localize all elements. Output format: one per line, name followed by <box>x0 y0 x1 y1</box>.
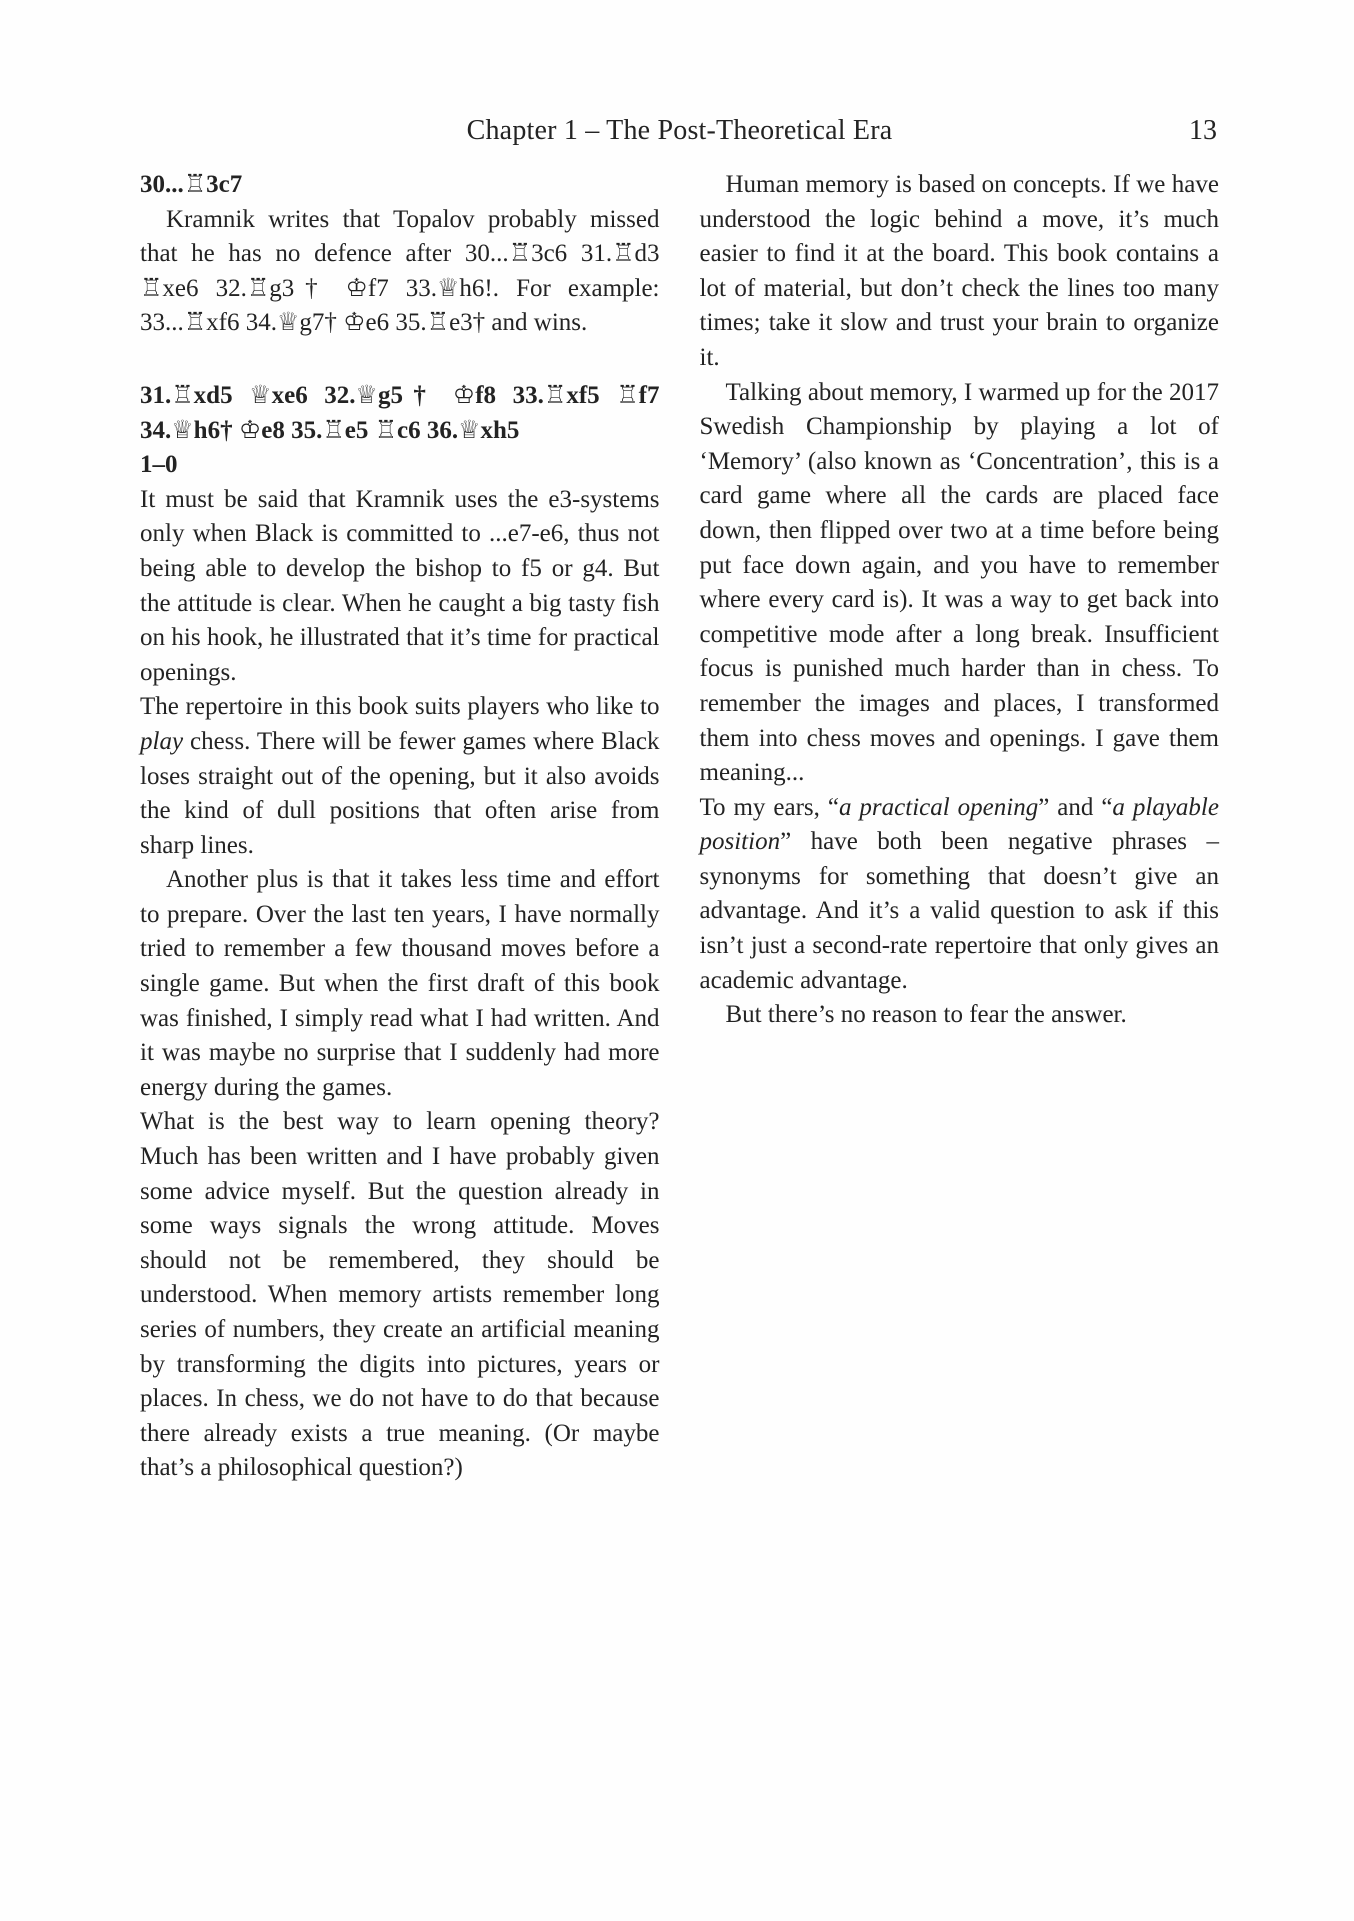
paragraph-another-plus: Another plus is that it takes less time and effort to prepare. Over the last ten years, I have normally tried to remember a few thousand moves before a single game. But when the first draft of this book was finished, I simply read what I had written. And it was maybe no surprise that I suddenly had more energy during the games. <box>140 866 660 1101</box>
italic-practical-opening: a practical opening <box>838 793 1039 821</box>
italic-playable-position: a playable position <box>699 793 1219 856</box>
paragraph-kramnik-note: Kramnik writes that Topalov probably missed that he has no defence after 30...♖3c6 31.♖d3 ♖xe6 32.♖g3† ♔f7 33.♕h6!. For example: 33...♖xf6 34.♕g7† ♔e6 35.♖e3† and wins. <box>140 205 660 337</box>
italic-word-play: play <box>140 727 184 755</box>
paragraph-talking-memory: Talking about memory, I warmed up for the 2017 Swedish Championship by playing a lot of ‘Memory’ (also known as ‘Concentration’, this is a card game where all the cards are placed face down, then flipped over two at a time before being put face down again, and you have to remember where every card is). It was a way to get back into competitive mode after a long break. Insufficient focus is punished much harder than in chess. To remember the images and places, I transformed them into chess moves and openings. I gave them meaning... <box>699 378 1219 787</box>
paragraph-to-my-ears <box>700 791 1220 999</box>
two-column-layout <box>140 168 1219 1486</box>
right-column <box>700 168 1220 1486</box>
text-segment: ” and “ <box>1038 793 1113 821</box>
move-line-1: 31.♖xd5 ♕xe6 32.♕g5† ♔f8 33.♖xf5 ♖f7 <box>140 381 660 409</box>
game-result: 1–0 <box>140 451 178 479</box>
paragraph-human-memory: Human memory is based on concepts. If we have understood the logic behind a move, it’s much easier to find it at the board. This book contains a lot of material, but don’t check the lines too many times; take it slow and trust your brain to organize it. <box>699 171 1219 371</box>
paragraph-e3-systems: It must be said that Kramnik uses the e3-systems only when Black is committed to ...e7-e6, thus not being able to develop the bishop to f5 or g4. But the attitude is clear. When he caught a big tasty fish on his hook, he illustrated that it’s time for practical openings. <box>140 485 660 686</box>
text-segment: chess. There will be fewer games where Black loses straight out of the opening, but it also avoids the kind of dull positions that often arise from sharp lines. <box>140 727 660 859</box>
left-column <box>140 168 660 1486</box>
game-moves-block <box>140 379 660 483</box>
page-number: 13 <box>1189 115 1217 146</box>
paragraph-opening-theory: What is the best way to learn opening theory? Much has been written and I have probably given some advice myself. But the question already in some ways signals the wrong attitude. Moves should not be remembered, they should be understood. When memory artists remember long series of numbers, they create an artificial meaning by transforming the digits into pictures, years or places. In chess, we do not have to do that because there already exists a true meaning. (Or maybe that’s a philosophical question?) <box>140 1108 660 1482</box>
text-segment: ” have both been negative phrases – synonyms for something that doesn’t give an advantage. And it’s a valid question to ask if this isn’t just a second-rate repertoire that only gives an academic advantage. <box>699 828 1219 994</box>
paragraph-repertoire <box>140 690 660 863</box>
move-line-2: 34.♕h6† ♔e8 35.♖e5 ♖c6 36.♕xh5 <box>140 416 520 444</box>
text-segment: The repertoire in this book suits players who like to <box>140 693 660 721</box>
page-header <box>140 112 1219 150</box>
text-segment: To my ears, “ <box>699 793 839 821</box>
chapter-title: Chapter 1 – The Post-Theoretical Era <box>466 115 893 146</box>
paragraph-fear-answer: But there’s no reason to fear the answer. <box>725 1001 1127 1029</box>
move-heading-30: 30...♖3c7 <box>140 171 243 198</box>
